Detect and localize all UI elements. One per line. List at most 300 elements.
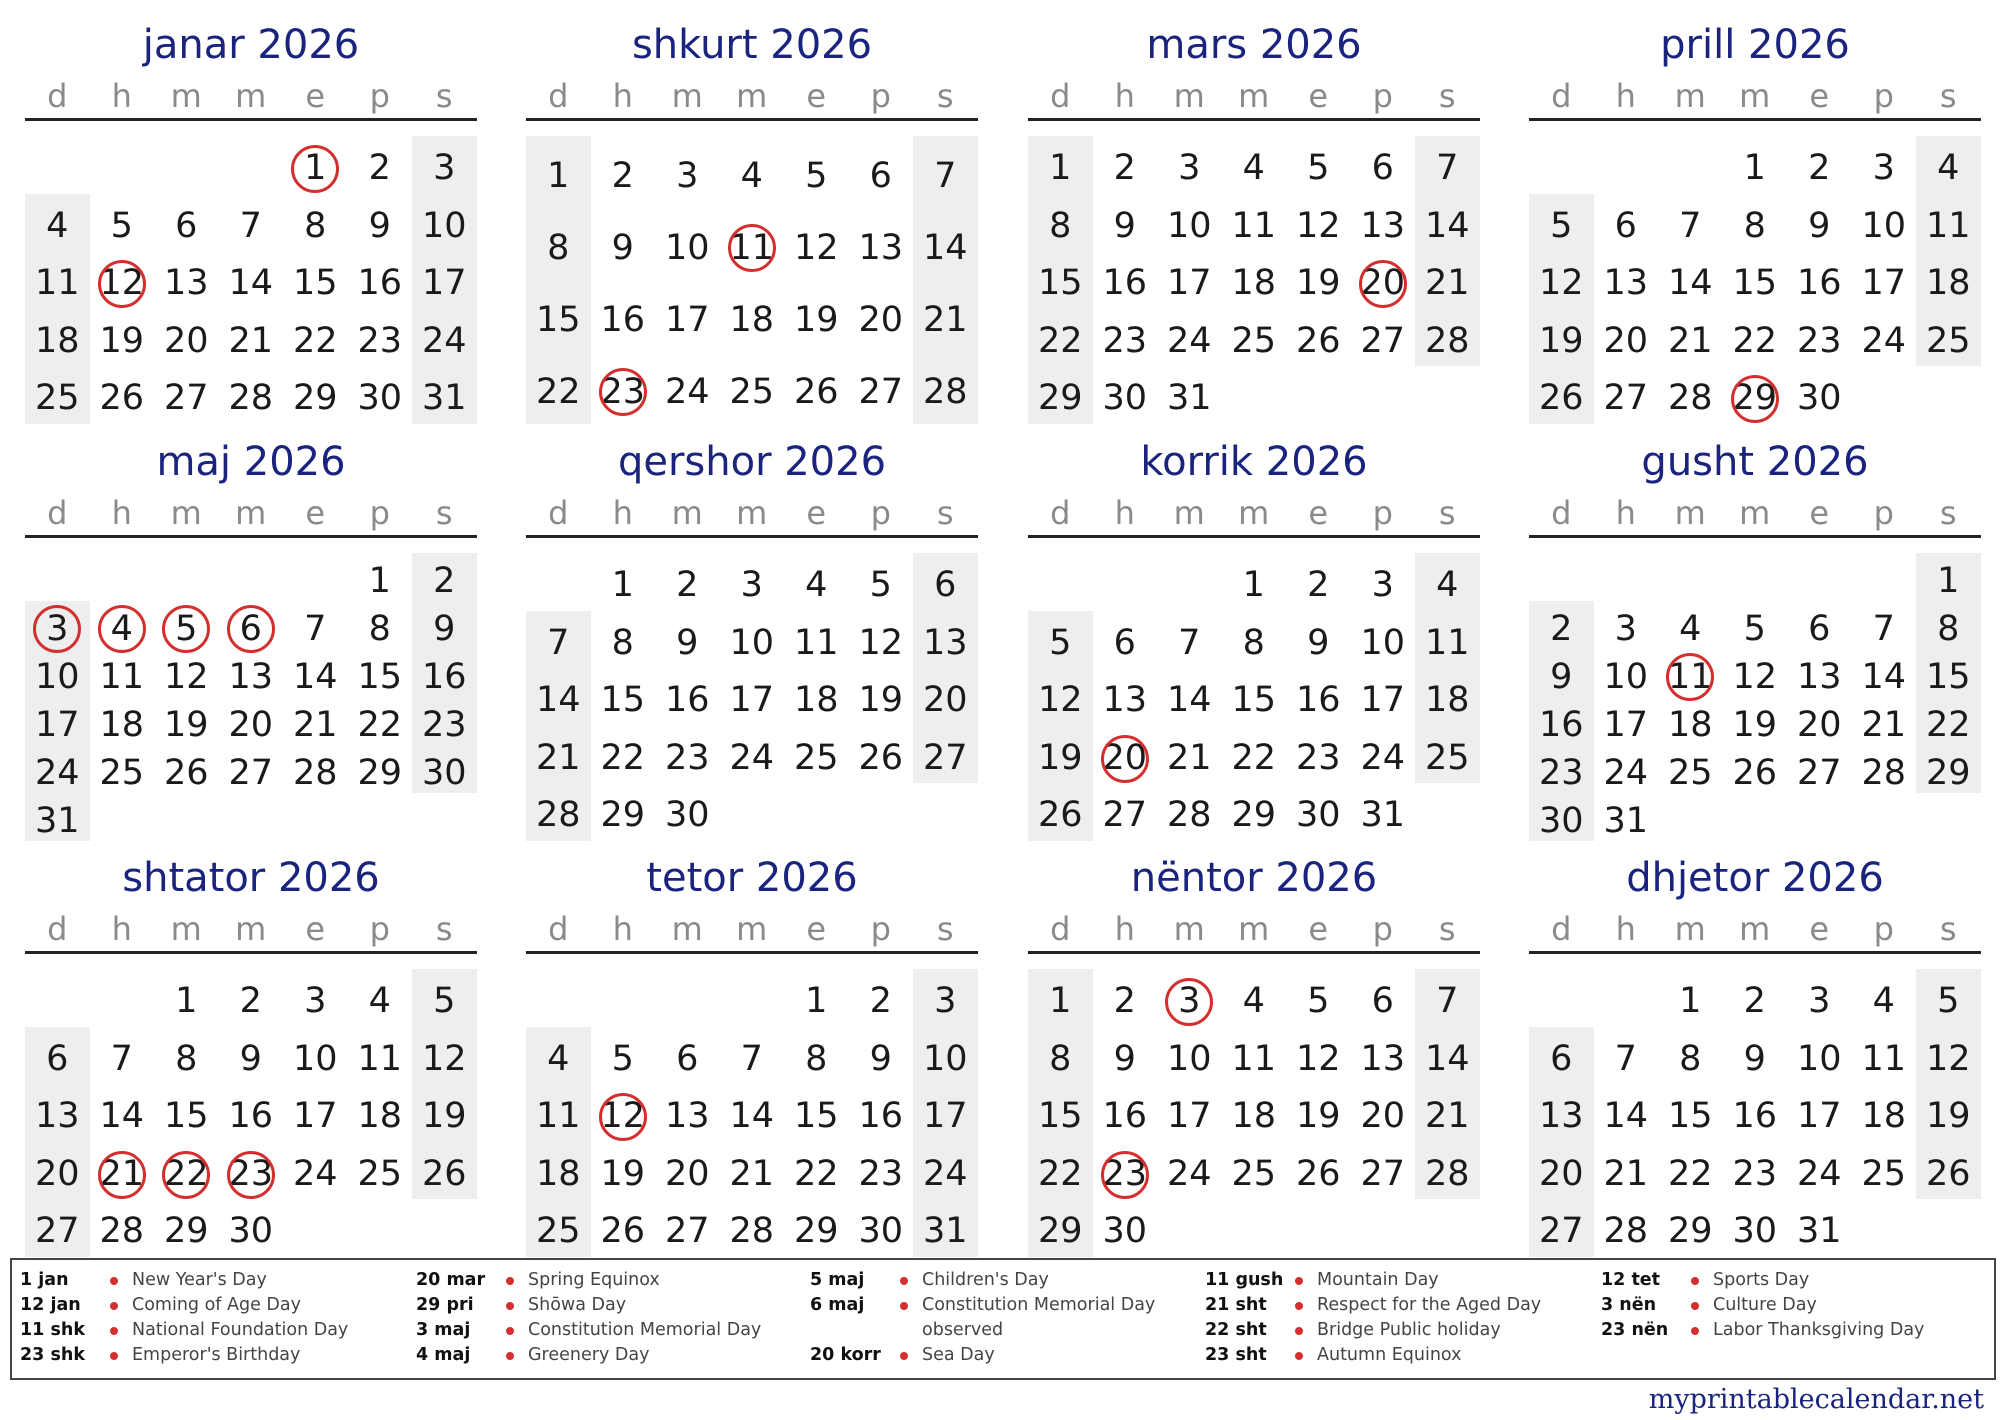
day-cell[interactable]: 3	[1872, 148, 1895, 188]
day-cell[interactable]: 8	[1242, 622, 1265, 663]
day-cell[interactable]: 16	[228, 1096, 274, 1137]
day-cell[interactable]: 22	[1667, 1153, 1713, 1194]
day-cell[interactable]: 11	[1231, 205, 1277, 246]
day-cell[interactable]: 28	[729, 1211, 775, 1252]
day-cell[interactable]: 8	[547, 228, 570, 268]
day-cell[interactable]: 21	[292, 705, 338, 745]
day-cell[interactable]: 22	[163, 1153, 209, 1194]
day-cell[interactable]: 6	[46, 1038, 69, 1079]
day-cell[interactable]: 2	[1808, 148, 1831, 188]
day-cell[interactable]: 15	[793, 1096, 839, 1137]
day-cell[interactable]: 20	[1102, 737, 1148, 778]
day-cell[interactable]: 16	[357, 263, 403, 304]
day-cell[interactable]: 21	[1861, 705, 1907, 745]
day-cell[interactable]: 23	[1295, 737, 1341, 778]
day-cell[interactable]: 2	[869, 981, 892, 1021]
day-cell[interactable]: 23	[228, 1153, 274, 1194]
day-cell[interactable]: 30	[858, 1211, 904, 1252]
day-cell[interactable]: 7	[239, 205, 262, 246]
day-cell[interactable]: 29	[1037, 378, 1083, 419]
day-cell[interactable]: 7	[1872, 609, 1895, 649]
day-cell[interactable]: 22	[1231, 737, 1277, 778]
day-cell[interactable]: 21	[1603, 1153, 1649, 1194]
day-cell[interactable]: 25	[1424, 737, 1470, 778]
day-cell[interactable]: 26	[99, 378, 145, 419]
day-cell[interactable]: 3	[1808, 981, 1831, 1021]
day-cell[interactable]: 17	[1861, 263, 1907, 304]
day-cell[interactable]: 12	[1925, 1038, 1971, 1079]
day-cell[interactable]: 11	[1231, 1038, 1277, 1079]
day-cell[interactable]: 4	[805, 565, 828, 605]
day-cell[interactable]: 23	[1538, 753, 1584, 793]
day-cell[interactable]: 4	[1242, 148, 1265, 188]
day-cell[interactable]: 19	[163, 705, 209, 745]
day-cell[interactable]: 6	[934, 565, 957, 605]
day-cell[interactable]: 12	[1037, 680, 1083, 721]
day-cell[interactable]: 26	[163, 753, 209, 793]
day-cell[interactable]: 10	[421, 205, 467, 246]
day-cell[interactable]: 3	[740, 565, 763, 605]
day-cell[interactable]: 19	[1295, 1096, 1341, 1137]
day-cell[interactable]: 14	[1603, 1096, 1649, 1137]
day-cell[interactable]: 28	[1861, 753, 1907, 793]
day-cell[interactable]: 11	[99, 657, 145, 697]
day-cell[interactable]: 22	[292, 320, 338, 361]
day-cell[interactable]: 18	[1667, 705, 1713, 745]
day-cell[interactable]: 23	[858, 1153, 904, 1194]
day-cell[interactable]: 23	[600, 372, 646, 412]
day-cell[interactable]: 11	[34, 263, 80, 304]
day-cell[interactable]: 21	[1667, 320, 1713, 361]
day-cell[interactable]: 18	[34, 320, 80, 361]
day-cell[interactable]: 20	[858, 300, 904, 340]
day-cell[interactable]: 30	[1102, 1211, 1148, 1252]
day-cell[interactable]: 27	[228, 753, 274, 793]
day-cell[interactable]: 11	[793, 622, 839, 663]
day-cell[interactable]: 20	[228, 705, 274, 745]
day-cell[interactable]: 2	[676, 565, 699, 605]
day-cell[interactable]: 13	[858, 228, 904, 268]
day-cell[interactable]: 10	[34, 657, 80, 697]
day-cell[interactable]: 24	[1603, 753, 1649, 793]
day-cell[interactable]: 26	[600, 1211, 646, 1252]
day-cell[interactable]: 4	[368, 981, 391, 1021]
day-cell[interactable]: 7	[304, 609, 327, 649]
day-cell[interactable]: 6	[869, 156, 892, 196]
day-cell[interactable]: 17	[421, 263, 467, 304]
day-cell[interactable]: 16	[1102, 263, 1148, 304]
day-cell[interactable]: 16	[1732, 1096, 1778, 1137]
day-cell[interactable]: 5	[611, 1038, 634, 1079]
day-cell[interactable]: 14	[922, 228, 968, 268]
day-cell[interactable]: 29	[1231, 795, 1277, 836]
day-cell[interactable]: 20	[1360, 263, 1406, 304]
day-cell[interactable]: 31	[922, 1211, 968, 1252]
day-cell[interactable]: 24	[1796, 1153, 1842, 1194]
day-cell[interactable]: 15	[1925, 657, 1971, 697]
day-cell[interactable]: 22	[793, 1153, 839, 1194]
day-cell[interactable]: 10	[1861, 205, 1907, 246]
day-cell[interactable]: 13	[228, 657, 274, 697]
day-cell[interactable]: 9	[1808, 205, 1831, 246]
day-cell[interactable]: 22	[535, 372, 581, 412]
day-cell[interactable]: 28	[99, 1211, 145, 1252]
day-cell[interactable]: 1	[1049, 981, 1072, 1021]
day-cell[interactable]: 13	[1360, 1038, 1406, 1079]
day-cell[interactable]: 12	[793, 228, 839, 268]
day-cell[interactable]: 12	[858, 622, 904, 663]
day-cell[interactable]: 5	[1307, 981, 1330, 1021]
day-cell[interactable]: 30	[1796, 378, 1842, 419]
day-cell[interactable]: 26	[1295, 1153, 1341, 1194]
day-cell[interactable]: 1	[1743, 148, 1766, 188]
day-cell[interactable]: 24	[1360, 737, 1406, 778]
day-cell[interactable]: 8	[1937, 609, 1960, 649]
day-cell[interactable]: 26	[1295, 320, 1341, 361]
day-cell[interactable]: 18	[1861, 1096, 1907, 1137]
day-cell[interactable]: 23	[1102, 320, 1148, 361]
day-cell[interactable]: 5	[110, 205, 133, 246]
day-cell[interactable]: 24	[922, 1153, 968, 1194]
day-cell[interactable]: 9	[1113, 205, 1136, 246]
day-cell[interactable]: 25	[1925, 320, 1971, 361]
day-cell[interactable]: 22	[1925, 705, 1971, 745]
day-cell[interactable]: 26	[1037, 795, 1083, 836]
day-cell[interactable]: 3	[1178, 148, 1201, 188]
day-cell[interactable]: 28	[1667, 378, 1713, 419]
day-cell[interactable]: 3	[304, 981, 327, 1021]
day-cell[interactable]: 12	[1295, 1038, 1341, 1079]
day-cell[interactable]: 12	[600, 1096, 646, 1137]
day-cell[interactable]: 27	[34, 1211, 80, 1252]
day-cell[interactable]: 24	[292, 1153, 338, 1194]
day-cell[interactable]: 21	[1424, 1096, 1470, 1137]
day-cell[interactable]: 18	[357, 1096, 403, 1137]
day-cell[interactable]: 6	[175, 205, 198, 246]
day-cell[interactable]: 21	[922, 300, 968, 340]
day-cell[interactable]: 27	[1603, 378, 1649, 419]
day-cell[interactable]: 4	[1937, 148, 1960, 188]
day-cell[interactable]: 19	[99, 320, 145, 361]
day-cell[interactable]: 4	[110, 609, 133, 649]
day-cell[interactable]: 3	[934, 981, 957, 1021]
day-cell[interactable]: 16	[600, 300, 646, 340]
day-cell[interactable]: 20	[1603, 320, 1649, 361]
day-cell[interactable]: 16	[1796, 263, 1842, 304]
day-cell[interactable]: 18	[793, 680, 839, 721]
day-cell[interactable]: 29	[1037, 1211, 1083, 1252]
day-cell[interactable]: 29	[357, 753, 403, 793]
day-cell[interactable]: 8	[1049, 1038, 1072, 1079]
day-cell[interactable]: 15	[600, 680, 646, 721]
day-cell[interactable]: 30	[357, 378, 403, 419]
day-cell[interactable]: 4	[46, 205, 69, 246]
day-cell[interactable]: 12	[99, 263, 145, 304]
day-cell[interactable]: 13	[163, 263, 209, 304]
day-cell[interactable]: 8	[1679, 1038, 1702, 1079]
day-cell[interactable]: 10	[1166, 205, 1212, 246]
day-cell[interactable]: 2	[239, 981, 262, 1021]
day-cell[interactable]: 12	[1295, 205, 1341, 246]
day-cell[interactable]: 8	[611, 622, 634, 663]
day-cell[interactable]: 5	[433, 981, 456, 1021]
day-cell[interactable]: 12	[1732, 657, 1778, 697]
day-cell[interactable]: 26	[1538, 378, 1584, 419]
day-cell[interactable]: 24	[1166, 1153, 1212, 1194]
day-cell[interactable]: 29	[793, 1211, 839, 1252]
day-cell[interactable]: 13	[1796, 657, 1842, 697]
day-cell[interactable]: 9	[611, 228, 634, 268]
day-cell[interactable]: 2	[1307, 565, 1330, 605]
day-cell[interactable]: 18	[1231, 1096, 1277, 1137]
day-cell[interactable]: 9	[368, 205, 391, 246]
day-cell[interactable]: 24	[664, 372, 710, 412]
day-cell[interactable]: 30	[1538, 801, 1584, 841]
day-cell[interactable]: 25	[1861, 1153, 1907, 1194]
day-cell[interactable]: 7	[934, 156, 957, 196]
day-cell[interactable]: 21	[729, 1153, 775, 1194]
day-cell[interactable]: 27	[1102, 795, 1148, 836]
day-cell[interactable]: 10	[922, 1038, 968, 1079]
day-cell[interactable]: 6	[239, 609, 262, 649]
day-cell[interactable]: 28	[1424, 1153, 1470, 1194]
day-cell[interactable]: 17	[1166, 1096, 1212, 1137]
day-cell[interactable]: 4	[1679, 609, 1702, 649]
day-cell[interactable]: 17	[1360, 680, 1406, 721]
day-cell[interactable]: 25	[1667, 753, 1713, 793]
day-cell[interactable]: 20	[922, 680, 968, 721]
day-cell[interactable]: 19	[1538, 320, 1584, 361]
day-cell[interactable]: 10	[664, 228, 710, 268]
day-cell[interactable]: 3	[433, 148, 456, 188]
day-cell[interactable]: 6	[1113, 622, 1136, 663]
day-cell[interactable]: 1	[368, 561, 391, 601]
day-cell[interactable]: 19	[858, 680, 904, 721]
day-cell[interactable]: 27	[1796, 753, 1842, 793]
day-cell[interactable]: 15	[535, 300, 581, 340]
day-cell[interactable]: 6	[1614, 205, 1637, 246]
day-cell[interactable]: 11	[1424, 622, 1470, 663]
day-cell[interactable]: 25	[729, 372, 775, 412]
day-cell[interactable]: 23	[1732, 1153, 1778, 1194]
day-cell[interactable]: 18	[729, 300, 775, 340]
day-cell[interactable]: 25	[357, 1153, 403, 1194]
day-cell[interactable]: 1	[1679, 981, 1702, 1021]
day-cell[interactable]: 6	[1808, 609, 1831, 649]
day-cell[interactable]: 15	[292, 263, 338, 304]
day-cell[interactable]: 8	[805, 1038, 828, 1079]
day-cell[interactable]: 5	[869, 565, 892, 605]
day-cell[interactable]: 7	[1679, 205, 1702, 246]
day-cell[interactable]: 24	[421, 320, 467, 361]
day-cell[interactable]: 26	[1732, 753, 1778, 793]
day-cell[interactable]: 6	[1371, 148, 1394, 188]
day-cell[interactable]: 24	[729, 737, 775, 778]
day-cell[interactable]: 29	[1925, 753, 1971, 793]
day-cell[interactable]: 8	[175, 1038, 198, 1079]
day-cell[interactable]: 9	[869, 1038, 892, 1079]
day-cell[interactable]: 31	[1360, 795, 1406, 836]
day-cell[interactable]: 14	[1861, 657, 1907, 697]
day-cell[interactable]: 21	[1166, 737, 1212, 778]
day-cell[interactable]: 25	[34, 378, 80, 419]
day-cell[interactable]: 30	[1295, 795, 1341, 836]
day-cell[interactable]: 2	[611, 156, 634, 196]
day-cell[interactable]: 15	[1231, 680, 1277, 721]
day-cell[interactable]: 19	[793, 300, 839, 340]
day-cell[interactable]: 1	[304, 148, 327, 188]
day-cell[interactable]: 15	[1732, 263, 1778, 304]
day-cell[interactable]: 15	[1667, 1096, 1713, 1137]
day-cell[interactable]: 1	[1937, 561, 1960, 601]
day-cell[interactable]: 22	[600, 737, 646, 778]
day-cell[interactable]: 31	[34, 801, 80, 841]
day-cell[interactable]: 1	[1049, 148, 1072, 188]
day-cell[interactable]: 12	[1538, 263, 1584, 304]
day-cell[interactable]: 14	[292, 657, 338, 697]
day-cell[interactable]: 5	[1743, 609, 1766, 649]
day-cell[interactable]: 7	[1614, 1038, 1637, 1079]
day-cell[interactable]: 14	[1166, 680, 1212, 721]
day-cell[interactable]: 22	[357, 705, 403, 745]
day-cell[interactable]: 12	[421, 1038, 467, 1079]
day-cell[interactable]: 22	[1037, 1153, 1083, 1194]
day-cell[interactable]: 30	[1102, 378, 1148, 419]
day-cell[interactable]: 24	[1861, 320, 1907, 361]
day-cell[interactable]: 27	[163, 378, 209, 419]
day-cell[interactable]: 4	[1872, 981, 1895, 1021]
day-cell[interactable]: 15	[357, 657, 403, 697]
day-cell[interactable]: 2	[368, 148, 391, 188]
day-cell[interactable]: 7	[1178, 622, 1201, 663]
day-cell[interactable]: 28	[228, 378, 274, 419]
day-cell[interactable]: 1	[175, 981, 198, 1021]
day-cell[interactable]: 21	[535, 737, 581, 778]
day-cell[interactable]: 9	[1307, 622, 1330, 663]
day-cell[interactable]: 19	[421, 1096, 467, 1137]
day-cell[interactable]: 25	[99, 753, 145, 793]
day-cell[interactable]: 14	[99, 1096, 145, 1137]
day-cell[interactable]: 4	[740, 156, 763, 196]
day-cell[interactable]: 17	[1166, 263, 1212, 304]
day-cell[interactable]: 24	[1166, 320, 1212, 361]
day-cell[interactable]: 20	[163, 320, 209, 361]
day-cell[interactable]: 15	[1037, 1096, 1083, 1137]
day-cell[interactable]: 26	[421, 1153, 467, 1194]
day-cell[interactable]: 5	[1937, 981, 1960, 1021]
day-cell[interactable]: 26	[858, 737, 904, 778]
day-cell[interactable]: 10	[729, 622, 775, 663]
day-cell[interactable]: 12	[163, 657, 209, 697]
day-cell[interactable]: 11	[357, 1038, 403, 1079]
day-cell[interactable]: 4	[547, 1038, 570, 1079]
day-cell[interactable]: 18	[99, 705, 145, 745]
day-cell[interactable]: 11	[1861, 1038, 1907, 1079]
day-cell[interactable]: 10	[1603, 657, 1649, 697]
day-cell[interactable]: 18	[535, 1153, 581, 1194]
day-cell[interactable]: 10	[1360, 622, 1406, 663]
day-cell[interactable]: 8	[368, 609, 391, 649]
day-cell[interactable]: 18	[1925, 263, 1971, 304]
day-cell[interactable]: 19	[1925, 1096, 1971, 1137]
day-cell[interactable]: 18	[1424, 680, 1470, 721]
day-cell[interactable]: 20	[664, 1153, 710, 1194]
day-cell[interactable]: 13	[922, 622, 968, 663]
day-cell[interactable]: 1	[805, 981, 828, 1021]
day-cell[interactable]: 20	[1538, 1153, 1584, 1194]
day-cell[interactable]: 14	[1667, 263, 1713, 304]
day-cell[interactable]: 11	[729, 228, 775, 268]
day-cell[interactable]: 29	[1667, 1211, 1713, 1252]
day-cell[interactable]: 27	[664, 1211, 710, 1252]
day-cell[interactable]: 23	[1796, 320, 1842, 361]
day-cell[interactable]: 22	[1037, 320, 1083, 361]
day-cell[interactable]: 16	[421, 657, 467, 697]
day-cell[interactable]: 14	[1424, 205, 1470, 246]
day-cell[interactable]: 28	[535, 795, 581, 836]
day-cell[interactable]: 2	[1743, 981, 1766, 1021]
day-cell[interactable]: 29	[1732, 378, 1778, 419]
day-cell[interactable]: 24	[34, 753, 80, 793]
day-cell[interactable]: 10	[1796, 1038, 1842, 1079]
day-cell[interactable]: 1	[547, 156, 570, 196]
day-cell[interactable]: 11	[1925, 205, 1971, 246]
day-cell[interactable]: 21	[99, 1153, 145, 1194]
day-cell[interactable]: 8	[304, 205, 327, 246]
day-cell[interactable]: 28	[292, 753, 338, 793]
day-cell[interactable]: 13	[34, 1096, 80, 1137]
day-cell[interactable]: 9	[1550, 657, 1573, 697]
day-cell[interactable]: 3	[1178, 981, 1201, 1021]
day-cell[interactable]: 25	[535, 1211, 581, 1252]
day-cell[interactable]: 25	[1231, 320, 1277, 361]
day-cell[interactable]: 23	[664, 737, 710, 778]
day-cell[interactable]: 20	[1796, 705, 1842, 745]
day-cell[interactable]: 2	[1113, 148, 1136, 188]
day-cell[interactable]: 4	[1242, 981, 1265, 1021]
day-cell[interactable]: 6	[1550, 1038, 1573, 1079]
day-cell[interactable]: 5	[1307, 148, 1330, 188]
day-cell[interactable]: 15	[1037, 263, 1083, 304]
day-cell[interactable]: 25	[1231, 1153, 1277, 1194]
day-cell[interactable]: 1	[1242, 565, 1265, 605]
day-cell[interactable]: 5	[1049, 622, 1072, 663]
day-cell[interactable]: 11	[1667, 657, 1713, 697]
day-cell[interactable]: 2	[1113, 981, 1136, 1021]
day-cell[interactable]: 16	[1295, 680, 1341, 721]
day-cell[interactable]: 29	[163, 1211, 209, 1252]
day-cell[interactable]: 2	[433, 561, 456, 601]
day-cell[interactable]: 20	[1360, 1096, 1406, 1137]
day-cell[interactable]: 16	[1102, 1096, 1148, 1137]
site-credit[interactable]: myprintablecalendar.net	[1648, 1384, 1984, 1415]
day-cell[interactable]: 25	[793, 737, 839, 778]
day-cell[interactable]: 30	[664, 795, 710, 836]
day-cell[interactable]: 9	[239, 1038, 262, 1079]
day-cell[interactable]: 27	[1360, 320, 1406, 361]
day-cell[interactable]: 16	[858, 1096, 904, 1137]
day-cell[interactable]: 31	[1166, 378, 1212, 419]
day-cell[interactable]: 9	[1113, 1038, 1136, 1079]
day-cell[interactable]: 22	[1732, 320, 1778, 361]
day-cell[interactable]: 13	[1360, 205, 1406, 246]
day-cell[interactable]: 14	[535, 680, 581, 721]
day-cell[interactable]: 19	[1295, 263, 1341, 304]
day-cell[interactable]: 17	[729, 680, 775, 721]
day-cell[interactable]: 27	[858, 372, 904, 412]
day-cell[interactable]: 23	[357, 320, 403, 361]
day-cell[interactable]: 31	[1796, 1211, 1842, 1252]
